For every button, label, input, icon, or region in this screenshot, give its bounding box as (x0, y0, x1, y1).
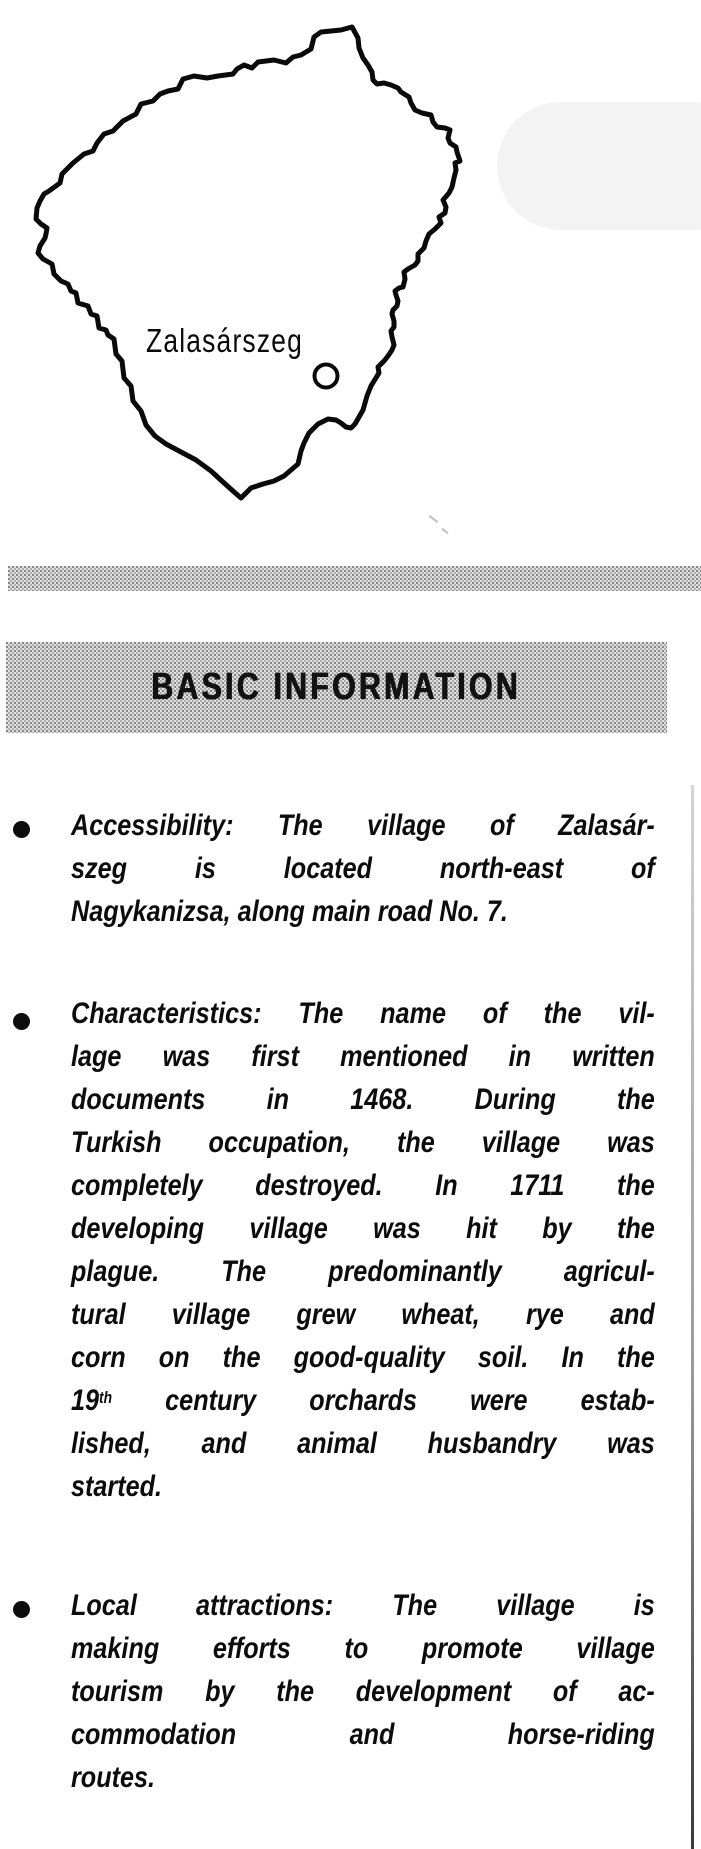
text-line: developing village was hit by the (71, 1212, 655, 1245)
county-outline-map (0, 0, 701, 560)
bullet-characteristics (71, 992, 655, 1508)
text-line: tural village grew wheat, rye and (71, 1298, 655, 1331)
bullet-local-attractions (71, 1584, 655, 1799)
superscript: th (99, 1388, 113, 1407)
text-run: 19 (71, 1384, 100, 1417)
map-label: Zalasárszeg (146, 322, 303, 359)
text-run: century orchards were estab- (112, 1384, 655, 1417)
text-line: tourism by the development of ac- (71, 1675, 655, 1708)
text-line: Characteristics: The name of the vil- (71, 997, 655, 1030)
text-line: completely destroyed. In 1711 the (71, 1169, 655, 1202)
bullet-dot-icon (13, 1601, 30, 1618)
bullet-accessibility (71, 804, 655, 933)
text-line: documents in 1468. During the (71, 1083, 655, 1116)
text-line: Local attractions: The village is (71, 1589, 655, 1622)
text-line: routes. (71, 1761, 156, 1794)
text-line: Nagykanizsa, along main road No. 7. (71, 895, 508, 928)
section-title: BASIC INFORMATION (151, 666, 522, 708)
text-line: corn on the good-quality soil. In the (71, 1341, 655, 1374)
text-line (71, 1379, 655, 1422)
text-line: lished, and animal husbandry was (71, 1427, 655, 1460)
page-edge-line (691, 785, 694, 1849)
map-outline (36, 27, 460, 498)
text-line: commodation and horse-riding (71, 1718, 655, 1751)
text-line: szeg is located north-east of (71, 852, 655, 885)
text-line: Turkish occupation, the village was (71, 1126, 655, 1159)
text-line: lage was first mentioned in written (71, 1040, 655, 1073)
text-line: Accessibility: The village of Zalasár- (71, 809, 655, 842)
text-line: plague. The predominantly agricul- (71, 1255, 655, 1288)
section-divider (8, 566, 701, 591)
text-line: started. (71, 1470, 163, 1503)
section-header-box (6, 642, 667, 733)
text-line: making efforts to promote village (71, 1632, 655, 1665)
bullet-dot-icon (13, 821, 30, 838)
bullet-dot-icon (13, 1013, 30, 1030)
village-marker (315, 365, 338, 388)
